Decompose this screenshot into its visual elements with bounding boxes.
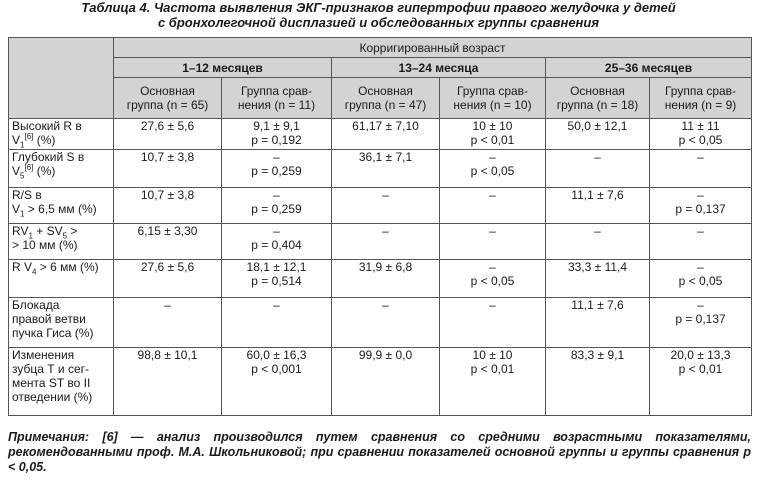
label-tail: > (67, 224, 78, 238)
label-line: правой ветви (12, 312, 86, 326)
row-label (9, 348, 114, 416)
cell-value: 11,1 ± 7,6 (571, 298, 624, 312)
label-line: > 10 мм (%) (12, 238, 78, 252)
subgroup-line-1: Группа срав- (456, 84, 529, 98)
cell-value: – (273, 298, 280, 312)
table-caption (0, 0, 757, 30)
label-line: Глубокий S в (12, 150, 85, 164)
cell-p: p < 0,01 (470, 133, 515, 147)
cell-value: 6,15 ± 3,30 (137, 224, 198, 238)
caption-line-1: Таблица 4. Частота выявления ЭКГ-признаков гипертрофии правого желудочка у детей (81, 0, 676, 15)
table-cell (546, 224, 650, 260)
cell-value: – (273, 224, 280, 238)
table-cell (546, 119, 650, 150)
table-cell (114, 348, 222, 416)
table-cell (114, 260, 222, 298)
cell-value: 61,17 ± 7,10 (352, 119, 419, 133)
cell-value: 20,0 ± 13,3 (670, 348, 731, 362)
cell-value: 36,1 ± 7,1 (358, 150, 413, 164)
table-cell (546, 188, 650, 224)
label-lead: V (12, 133, 21, 147)
header-age-13-24: 13–24 месяца (332, 58, 546, 78)
cell-p: p = 0,259 (251, 164, 302, 178)
table-cell (114, 298, 222, 348)
cell-value: – (697, 224, 704, 238)
table-cell (332, 348, 440, 416)
subgroup-line-2: группа (n = 18) (556, 98, 639, 112)
cell-p: p = 0,137 (675, 202, 726, 216)
table-cell (332, 188, 440, 224)
table-cell (440, 150, 546, 188)
header-subgroup (332, 78, 440, 119)
table-cell (650, 224, 752, 260)
subgroup-line-2: нения (n = 9) (664, 98, 737, 112)
table-cell (222, 348, 332, 416)
table-cell (546, 150, 650, 188)
label-line: Высокий R в (12, 119, 82, 133)
table-cell (440, 260, 546, 298)
label-ref: [6] (24, 163, 34, 172)
table-row (9, 298, 752, 348)
label-line: пучка Гиса (%) (12, 326, 94, 340)
table-cell (440, 298, 546, 348)
table-cell (440, 119, 546, 150)
header-subgroup (222, 78, 332, 119)
table-cell (650, 150, 752, 188)
cell-p: p < 0,01 (470, 362, 515, 376)
cell-value: – (273, 188, 280, 202)
row-label (9, 224, 114, 260)
cell-value: – (273, 150, 280, 164)
table-row (9, 188, 752, 224)
label-sub: 1 (20, 140, 25, 150)
cell-value: 27,6 ± 5,6 (140, 119, 195, 133)
table-row (9, 119, 752, 150)
table-cell (650, 119, 752, 150)
table-cell (650, 348, 752, 416)
subgroup-line-2: группа (n = 65) (126, 98, 209, 112)
cell-p: p < 0,001 (251, 362, 302, 376)
note-label: Примечания: (8, 430, 90, 444)
cell-value: – (697, 150, 704, 164)
header-corrected-age: Корригированный возраст (114, 38, 752, 58)
caption-line-2: с бронхолегочной дисплазией и обследованных группы сравнения (157, 15, 600, 30)
header-age-25-36: 25–36 месяцев (546, 58, 752, 78)
table-cell (222, 260, 332, 298)
table-row (9, 150, 752, 188)
cell-value: – (489, 150, 496, 164)
cell-p: p < 0,05 (470, 274, 515, 288)
cell-value: 31,9 ± 6,8 (358, 260, 413, 274)
label-line: Изменения (12, 348, 75, 362)
cell-value: 98,8 ± 10,1 (137, 348, 198, 362)
label-sub: 5 (62, 231, 68, 241)
table-cell (114, 188, 222, 224)
table-cell (114, 150, 222, 188)
header-subgroup (546, 78, 650, 119)
row-label (9, 150, 114, 188)
cell-value: – (697, 188, 704, 202)
subgroup-line-1: Группа срав- (664, 84, 737, 98)
note-ref: [6] (102, 430, 118, 444)
cell-value: – (382, 188, 389, 202)
cell-value: 11 ± 11 (681, 119, 720, 133)
table-cell (332, 224, 440, 260)
label-lead: + SV (32, 224, 63, 238)
cell-p: p < 0,05 (678, 274, 723, 288)
header-subgroup (114, 78, 222, 119)
table-cell (440, 348, 546, 416)
cell-p: p = 0,137 (675, 312, 726, 326)
table-cell (650, 260, 752, 298)
table-cell (222, 150, 332, 188)
label-tail: (%) (33, 133, 56, 147)
cell-p: p = 0,192 (251, 133, 302, 147)
subgroup-line-1: Группа срав- (240, 84, 313, 98)
label-lead: R V (12, 260, 33, 274)
label-sub: 4 (32, 267, 37, 277)
cell-value: 9,1 ± 9,1 (253, 119, 300, 133)
label-line: мента ST во II (12, 376, 91, 390)
table-row (9, 224, 752, 260)
label-lead: V (12, 202, 21, 216)
table-cell (546, 348, 650, 416)
table-cell (332, 298, 440, 348)
subgroup-line-1: Основная (140, 84, 195, 98)
cell-value: 99,9 ± 0,0 (358, 348, 413, 362)
label-sub: 1 (28, 231, 33, 241)
table-cell (332, 119, 440, 150)
label-line: R/S в (12, 188, 42, 202)
cell-p: p = 0,404 (251, 238, 302, 252)
table-cell (222, 188, 332, 224)
cell-value: 18,1 ± 12,1 (246, 260, 307, 274)
label-lead: RV (12, 224, 29, 238)
table-cell (114, 224, 222, 260)
label-ref: [6] (24, 132, 34, 141)
header-subgroup (650, 78, 752, 119)
cell-p: p < 0,05 (678, 133, 723, 147)
label-line: зубца Т и сег- (12, 362, 90, 376)
cell-p: p < 0,05 (470, 164, 515, 178)
cell-value: – (697, 298, 704, 312)
subgroup-line-1: Основная (358, 84, 413, 98)
table-cell (332, 150, 440, 188)
subgroup-line-2: нения (n = 11) (237, 98, 316, 112)
header-subgroup (440, 78, 546, 119)
cell-value: 27,6 ± 5,6 (140, 260, 195, 274)
table-cell (222, 298, 332, 348)
ecg-table (8, 37, 752, 416)
cell-p: p = 0,514 (251, 274, 302, 288)
note-text: — анализ производился путем сравнения со средними возрастными показателями, рекомендованными проф. М.А. Школьниковой; при сравнении показателей основной группы и группы сравнения p < 0,05. (8, 430, 751, 474)
cell-value: – (382, 298, 389, 312)
cell-value: 60,0 ± 16,3 (246, 348, 307, 362)
label-lead: V (12, 164, 21, 178)
cell-value: – (382, 224, 389, 238)
cell-value: – (594, 224, 601, 238)
subgroup-line-2: группа (n = 47) (344, 98, 427, 112)
cell-value: 83,3 ± 9,1 (570, 348, 625, 362)
cell-value: – (489, 224, 496, 238)
label-line: отведении (%) (12, 390, 93, 404)
cell-value: – (489, 188, 496, 202)
cell-value: 10,7 ± 3,8 (140, 188, 195, 202)
table-cell (650, 188, 752, 224)
subgroup-line-1: Основная (570, 84, 625, 98)
table-cell (332, 260, 440, 298)
table-row (9, 260, 752, 298)
cell-value: 10 ± 10 (472, 348, 513, 362)
table-cell (546, 298, 650, 348)
table-cell (440, 188, 546, 224)
table-cell (222, 224, 332, 260)
cell-value: – (489, 298, 496, 312)
row-label (9, 298, 114, 348)
label-tail: > 6,5 мм (%) (24, 202, 97, 216)
table-cell (546, 260, 650, 298)
table-row (9, 348, 752, 416)
label-tail: > 6 мм (%) (36, 260, 99, 274)
label-sub: 5 (20, 171, 25, 181)
cell-value: – (164, 298, 171, 312)
label-tail: (%) (33, 164, 56, 178)
cell-value: – (697, 260, 704, 274)
row-label (9, 119, 114, 150)
cell-value: 33,3 ± 11,4 (567, 260, 628, 274)
table-cell (440, 224, 546, 260)
row-label (9, 260, 114, 298)
cell-value: 10 ± 10 (472, 119, 513, 133)
cell-p: p = 0,259 (251, 202, 302, 216)
cell-value: – (489, 260, 496, 274)
table-note (8, 430, 751, 475)
cell-p: p < 0,01 (678, 362, 723, 376)
label-line: Блокада (12, 298, 60, 312)
header-age-1-12: 1–12 месяцев (114, 58, 332, 78)
cell-value: – (594, 150, 601, 164)
table-cell (114, 119, 222, 150)
subgroup-line-2: нения (n = 10) (453, 98, 532, 112)
cell-value: 50,0 ± 12,1 (567, 119, 628, 133)
table-cell (650, 298, 752, 348)
row-label (9, 188, 114, 224)
label-sub: 1 (20, 209, 25, 219)
cell-value: 11,1 ± 7,6 (571, 188, 624, 202)
cell-value: 10,7 ± 3,8 (140, 150, 195, 164)
table-cell (222, 119, 332, 150)
header-empty-cell (9, 38, 114, 119)
